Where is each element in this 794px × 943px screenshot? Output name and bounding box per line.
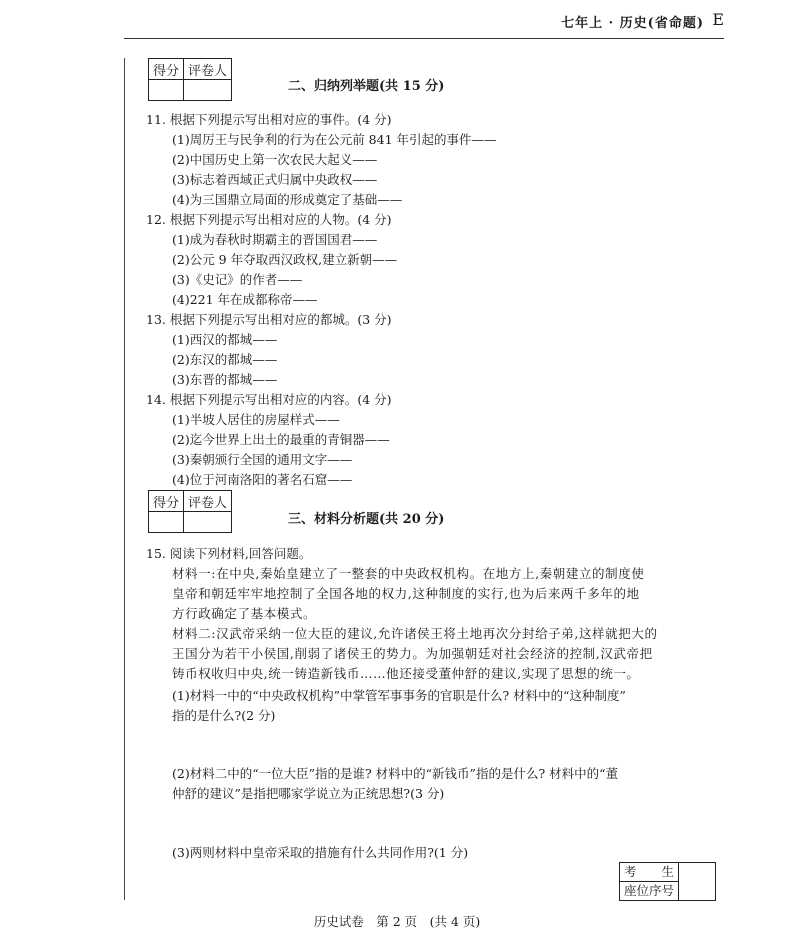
material1-line-1: 材料一:在中央,秦始皇建立了一整套的中央政权机构。在地方上,秦朝建立的制度使 [172, 566, 645, 581]
question-13-stem: 13. 根据下列提示写出相对应的都城。(3 分) [146, 312, 392, 327]
question-11-stem: 11. 根据下列提示写出相对应的事件。(4 分) [146, 112, 392, 127]
material1-line-2: 皇帝和朝廷牢牢地控制了全国各地的权力,这种制度的实行,也为后来两千多年的地 [172, 586, 640, 601]
material2-line-3: 铸币权收归中央,统一铸造新钱币……他还接受董仲舒的建议,实现了思想的统一。 [172, 666, 640, 681]
q15-sub2-line-2: 仲舒的建议”是指把哪家学说立为正统思想?(3 分) [172, 786, 445, 801]
q15-sub1-line-1: (1)材料一中的“中央政权机构”中掌管军事事务的官职是什么? 材料中的“这种制度” [172, 688, 626, 703]
q15-sub1-line-2: 指的是什么?(2 分) [172, 708, 276, 723]
q12-item-3: (3)《史记》的作者—— [172, 272, 303, 287]
score-cell[interactable] [149, 512, 184, 533]
grader-cell[interactable] [184, 80, 232, 101]
seat-label-line2: 座位序号 [619, 882, 678, 901]
score-box-section2 [148, 58, 232, 101]
section3-title: 三、材料分析题(共 20 分) [288, 512, 445, 527]
score-label: 得分 [149, 59, 184, 80]
q12-item-4: (4)221 年在成都称帝—— [172, 292, 318, 307]
material2-line-2: 王国分为若干小侯国,削弱了诸侯王的势力。为加强朝廷对社会经济的控制,汉武帝把 [172, 646, 653, 661]
section2-title: 二、归纳列举题(共 15 分) [288, 79, 445, 94]
paper-version-letter: E [712, 10, 724, 29]
score-box-section3 [148, 490, 232, 533]
seat-label-line1: 考 生 [619, 863, 678, 882]
grader-label: 评卷人 [184, 59, 232, 80]
binding-margin-line [124, 58, 125, 900]
header-rule [124, 38, 724, 39]
material2-line-1: 材料二:汉武帝采纳一位大臣的建议,允许诸侯王将土地再次分封给子弟,这样就把大的 [172, 626, 658, 641]
question-14-stem: 14. 根据下列提示写出相对应的内容。(4 分) [146, 392, 392, 407]
q15-sub3: (3)两则材料中皇帝采取的措施有什么共同作用?(1 分) [172, 845, 469, 860]
question-15-stem: 15. 阅读下列材料,回答问题。 [146, 546, 312, 561]
seat-number-cell[interactable] [679, 863, 716, 901]
score-label: 得分 [149, 491, 184, 512]
q11-item-4: (4)为三国鼎立局面的形成奠定了基础—— [172, 192, 403, 207]
page-footer: 历史试卷 第 2 页 (共 4 页) [313, 914, 481, 929]
grader-label: 评卷人 [184, 491, 232, 512]
q11-item-2: (2)中国历史上第一次农民大起义—— [172, 152, 378, 167]
q13-item-1: (1)西汉的都城—— [172, 332, 278, 347]
grader-cell[interactable] [184, 512, 232, 533]
q14-item-1: (1)半坡人居住的房屋样式—— [172, 412, 340, 427]
seat-number-box [619, 862, 716, 901]
question-12-stem: 12. 根据下列提示写出相对应的人物。(4 分) [146, 212, 392, 227]
q14-item-3: (3)秦朝颁行全国的通用文字—— [172, 452, 353, 467]
q12-item-1: (1)成为春秋时期霸主的晋国国君—— [172, 232, 378, 247]
page-header-title: 七年上 · 历史(省命题) [561, 16, 704, 31]
score-cell[interactable] [149, 80, 184, 101]
q12-item-2: (2)公元 9 年夺取西汉政权,建立新朝—— [172, 252, 398, 267]
q13-item-3: (3)东晋的都城—— [172, 372, 278, 387]
q13-item-2: (2)东汉的都城—— [172, 352, 278, 367]
material1-line-3: 方行政确定了基本模式。 [172, 606, 317, 621]
q15-sub2-line-1: (2)材料二中的“一位大臣”指的是谁? 材料中的“新钱币”指的是什么? 材料中的“董 [172, 766, 619, 781]
q11-item-3: (3)标志着西域正式归属中央政权—— [172, 172, 378, 187]
q11-item-1: (1)周厉王与民争利的行为在公元前 841 年引起的事件—— [172, 132, 497, 147]
q14-item-4: (4)位于河南洛阳的著名石窟—— [172, 472, 353, 487]
q14-item-2: (2)迄今世界上出土的最重的青铜器—— [172, 432, 390, 447]
